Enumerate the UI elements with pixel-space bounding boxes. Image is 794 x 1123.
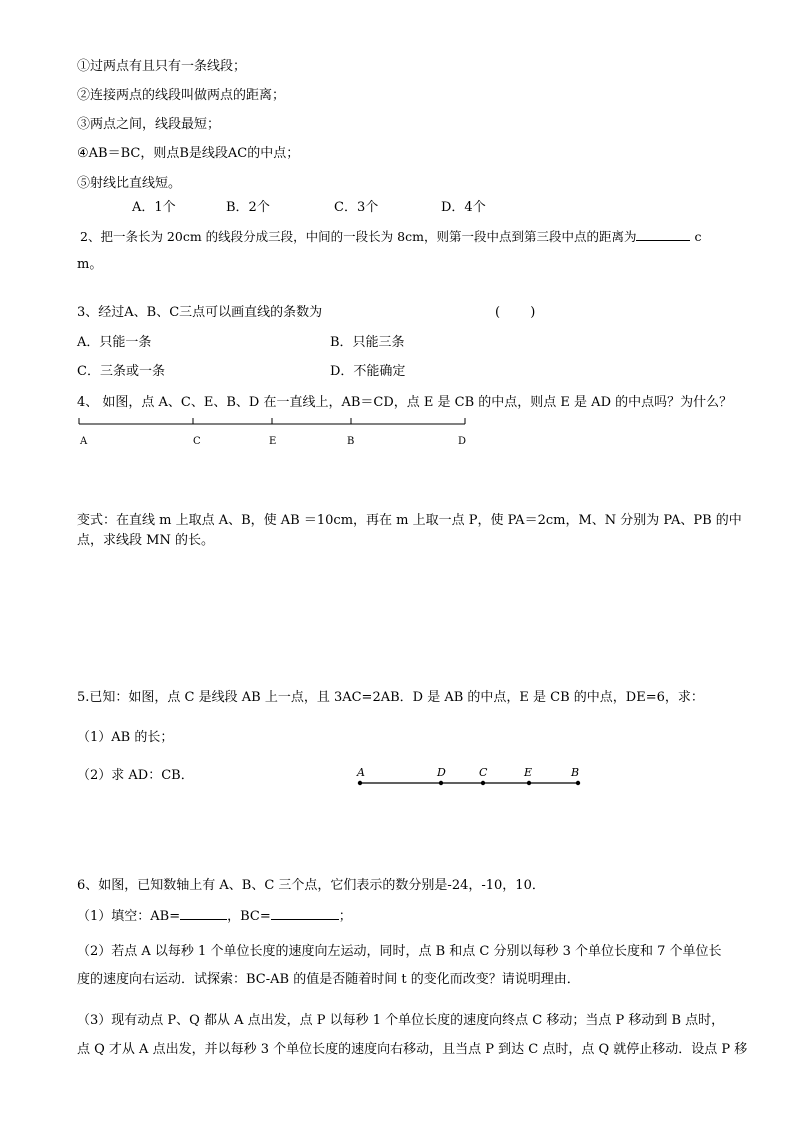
q1-statement-3: ③两点之间，线段最短； xyxy=(77,117,221,132)
q5-line-figure xyxy=(340,760,600,800)
q3-answer-paren: ( ) xyxy=(495,305,536,320)
q4-label-c: C xyxy=(193,436,201,447)
variant-line-1: 变式：在直线 m 上取点 A、B，使 AB ＝10cm，再在 m 上取一点 P，使 PA＝2cm，M、N 分别为 PA、PB 的中 xyxy=(77,513,742,528)
q1-statement-1: ①过两点有且只有一条线段； xyxy=(77,59,247,74)
q5-part-1: （1）AB 的长； xyxy=(77,730,174,745)
q5-label-e: E xyxy=(524,766,533,779)
q1-statement-2: ②连接两点的线段叫做两点的距离； xyxy=(77,88,286,103)
q6-part-1 xyxy=(77,906,352,926)
q4-line-figure xyxy=(0,0,794,460)
q3-option-d: D．不能确定 xyxy=(330,364,406,379)
q1-option-c: C．3个 xyxy=(334,200,379,215)
q2-text-unit: c xyxy=(694,229,702,244)
q1-statement-5: ⑤射线比直线短。 xyxy=(77,176,182,191)
q5-point-c xyxy=(481,781,485,785)
q3-text: 3、经过A、B、C三点可以画直线的条数为 xyxy=(77,305,323,320)
q5-part-2: （2）求 AD：CB． xyxy=(77,768,194,783)
q5-text: 5.已知：如图，点 C 是线段 AB 上一点，且 3AC=2AB．D 是 AB 的中点，E 是 CB 的中点，DE=6，求： xyxy=(77,690,704,705)
q6-part-1-end: ； xyxy=(338,909,352,924)
q6-part-3-line-2: 点 Q 才从 A 点出发，并以每秒 3 个单位长度的速度向右移动，且当点 P 到达 C 点时，点 Q 就停止移动．设点 P 移 xyxy=(77,1042,748,1057)
q1-statement-4: ④AB＝BC，则点B是线段AC的中点； xyxy=(77,146,300,161)
q4-text: 4、 如图，点 A、C、E、B、D 在一直线上，AB＝CD，点 E 是 CB 的中点，则点 E 是 AD 的中点吗？为什么？ xyxy=(77,395,733,410)
q6-part-1-label: （1）填空：AB= xyxy=(77,909,181,924)
q1-option-d: D．4个 xyxy=(441,200,486,215)
q6-part-2-line-1: （2）若点 A 以每秒 1 个单位长度的速度向左运动，同时，点 B 和点 C 分别以每秒 3 个单位长度和 7 个单位长 xyxy=(77,944,722,959)
q5-label-a: A xyxy=(357,766,365,779)
q6-ab-blank[interactable] xyxy=(180,906,227,920)
q4-label-d: D xyxy=(458,436,467,447)
q5-label-d: D xyxy=(437,766,446,779)
variant-line-2: 点，求线段 MN 的长。 xyxy=(77,533,214,548)
q5-point-a xyxy=(358,781,362,785)
q1-option-a: A．1个 xyxy=(132,200,176,215)
q6-part-2-line-2: 度的速度向右运动．试探索：BC-AB 的值是否随着时间 t 的变化而改变？请说明理由． xyxy=(77,972,580,987)
q2-text-end: m。 xyxy=(77,257,103,272)
q4-label-e: E xyxy=(269,436,277,447)
q4-label-b: B xyxy=(347,436,355,447)
q1-option-b: B．2个 xyxy=(226,200,270,215)
q6-bc-blank[interactable] xyxy=(271,906,339,920)
q3-option-a: A．只能一条 xyxy=(77,335,152,350)
q5-point-e xyxy=(527,781,531,785)
q5-label-b: B xyxy=(571,766,580,779)
q6-part-3-line-1: （3）现有动点 P、Q 都从 A 点出发，点 P 以每秒 1 个单位长度的速度向终点 C 移动；当点 P 移动到 B 点时， xyxy=(77,1013,725,1028)
q5-point-d xyxy=(439,781,443,785)
q4-label-a: A xyxy=(80,436,88,447)
q5-label-c: C xyxy=(479,766,488,779)
q5-point-b xyxy=(576,781,580,785)
q2-text-main: 2、把一条长为 20cm 的线段分成三段，中间的一段长为 8cm，则第一段中点到第三段中点的距离为 xyxy=(80,229,637,244)
q6-text: 6、如图，已知数轴上有 A、B、C 三个点，它们表示的数分别是-24，-10，10． xyxy=(77,878,545,893)
q3-option-b: B．只能三条 xyxy=(330,335,405,350)
q3-option-c: C．三条或一条 xyxy=(77,364,165,379)
q6-part-1-bc-label: ，BC= xyxy=(227,909,271,924)
